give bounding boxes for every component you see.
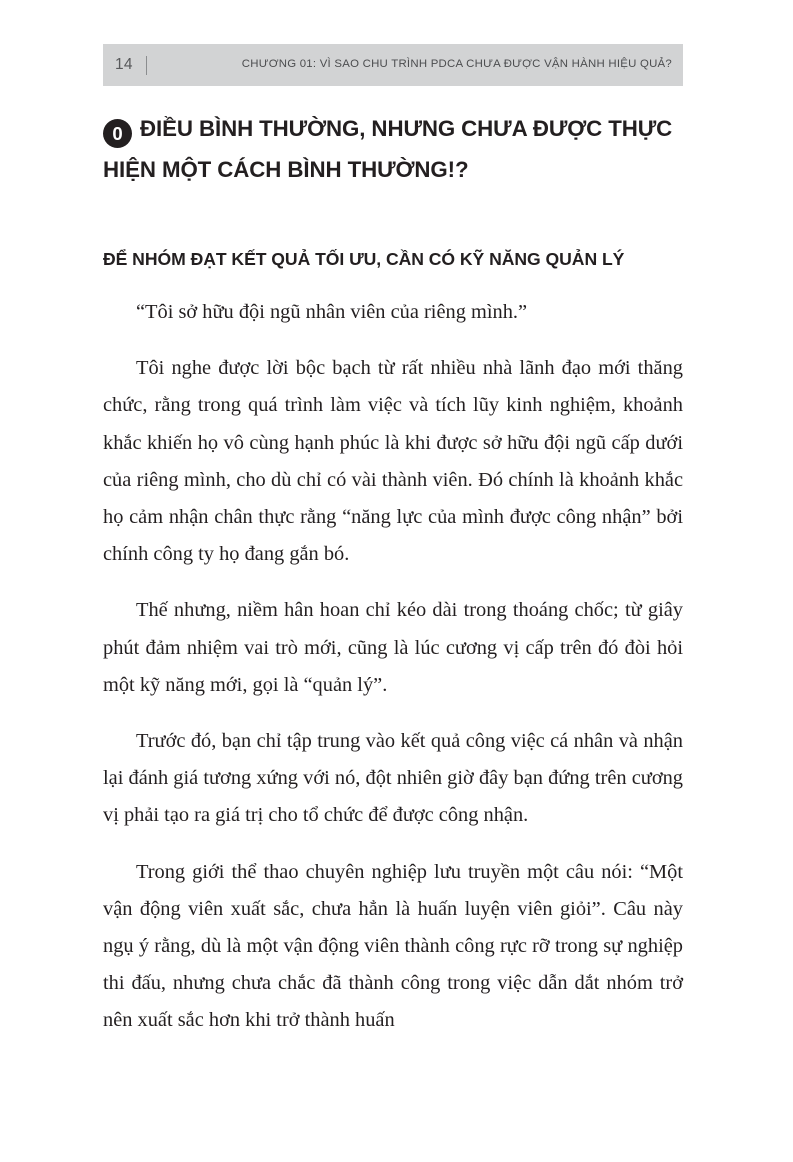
chapter-running-title: CHƯƠNG 01: VÌ SAO CHU TRÌNH PDCA CHƯA ĐƯỢC VẬN HÀNH HIỆU QUẢ?: [241, 58, 672, 71]
paragraph: “Tôi sở hữu đội ngũ nhân viên của riêng mình.”: [136, 301, 528, 323]
page-content: [103, 108, 683, 1032]
running-header: [103, 44, 683, 86]
section-heading: [103, 108, 683, 190]
paragraph: Tôi nghe được lời bộc bạch từ rất nhiều nhà lãnh đạo mới thăng chức, rằng trong quá trình làm việc và tích lũy kinh nghiệm, khoảnh khắc khiến họ vô cùng hạnh phúc là khi được sở hữu đội ngũ cấp dưới của riêng mình, cho dù chỉ có vài thành viên. Đó chính là khoảnh khắc họ cảm nhận chân thực rằng “năng lực của mình được công nhận” bởi chính công ty họ đang gắn bó.: [103, 357, 683, 566]
section-number-badge: 0: [103, 119, 132, 148]
sub-heading: ĐỂ NHÓM ĐẠT KẾT QUẢ TỐI ƯU, CẦN CÓ KỸ NĂNG QUẢN LÝ: [103, 249, 625, 269]
body-text: [103, 294, 683, 1040]
paragraph: Trong giới thể thao chuyên nghiệp lưu truyền một câu nói: “Một vận động viên xuất sắc, chưa hẳn là huấn luyện viên giỏi”. Câu này ngụ ý rằng, dù là một vận động viên thành công rực rỡ trong sự nghiệp thi đấu, nhưng chưa chắc đã thành công trong việc dẫn dắt nhóm trở nên xuất sắc hơn khi trở thành huấn: [103, 860, 683, 1032]
section-heading-text: ĐIỀU BÌNH THƯỜNG, NHƯNG CHƯA ĐƯỢC THỰC HIỆN MỘT CÁCH BÌNH THƯỜNG!?: [103, 116, 673, 182]
paragraph: Thế nhưng, niềm hân hoan chỉ kéo dài trong thoáng chốc; từ giây phút đảm nhiệm vai trò mới, cũng là lúc cương vị cấp trên đó đòi hỏi một kỹ năng mới, gọi là “quản lý”.: [103, 599, 683, 696]
paragraph: Trước đó, bạn chỉ tập trung vào kết quả công việc cá nhân và nhận lại đánh giá tương xứng với nó, đột nhiên giờ đây bạn đứng trên cương vị phải tạo ra giá trị cho tổ chức để được công nhận.: [103, 730, 683, 827]
page-number: 14: [115, 56, 133, 74]
